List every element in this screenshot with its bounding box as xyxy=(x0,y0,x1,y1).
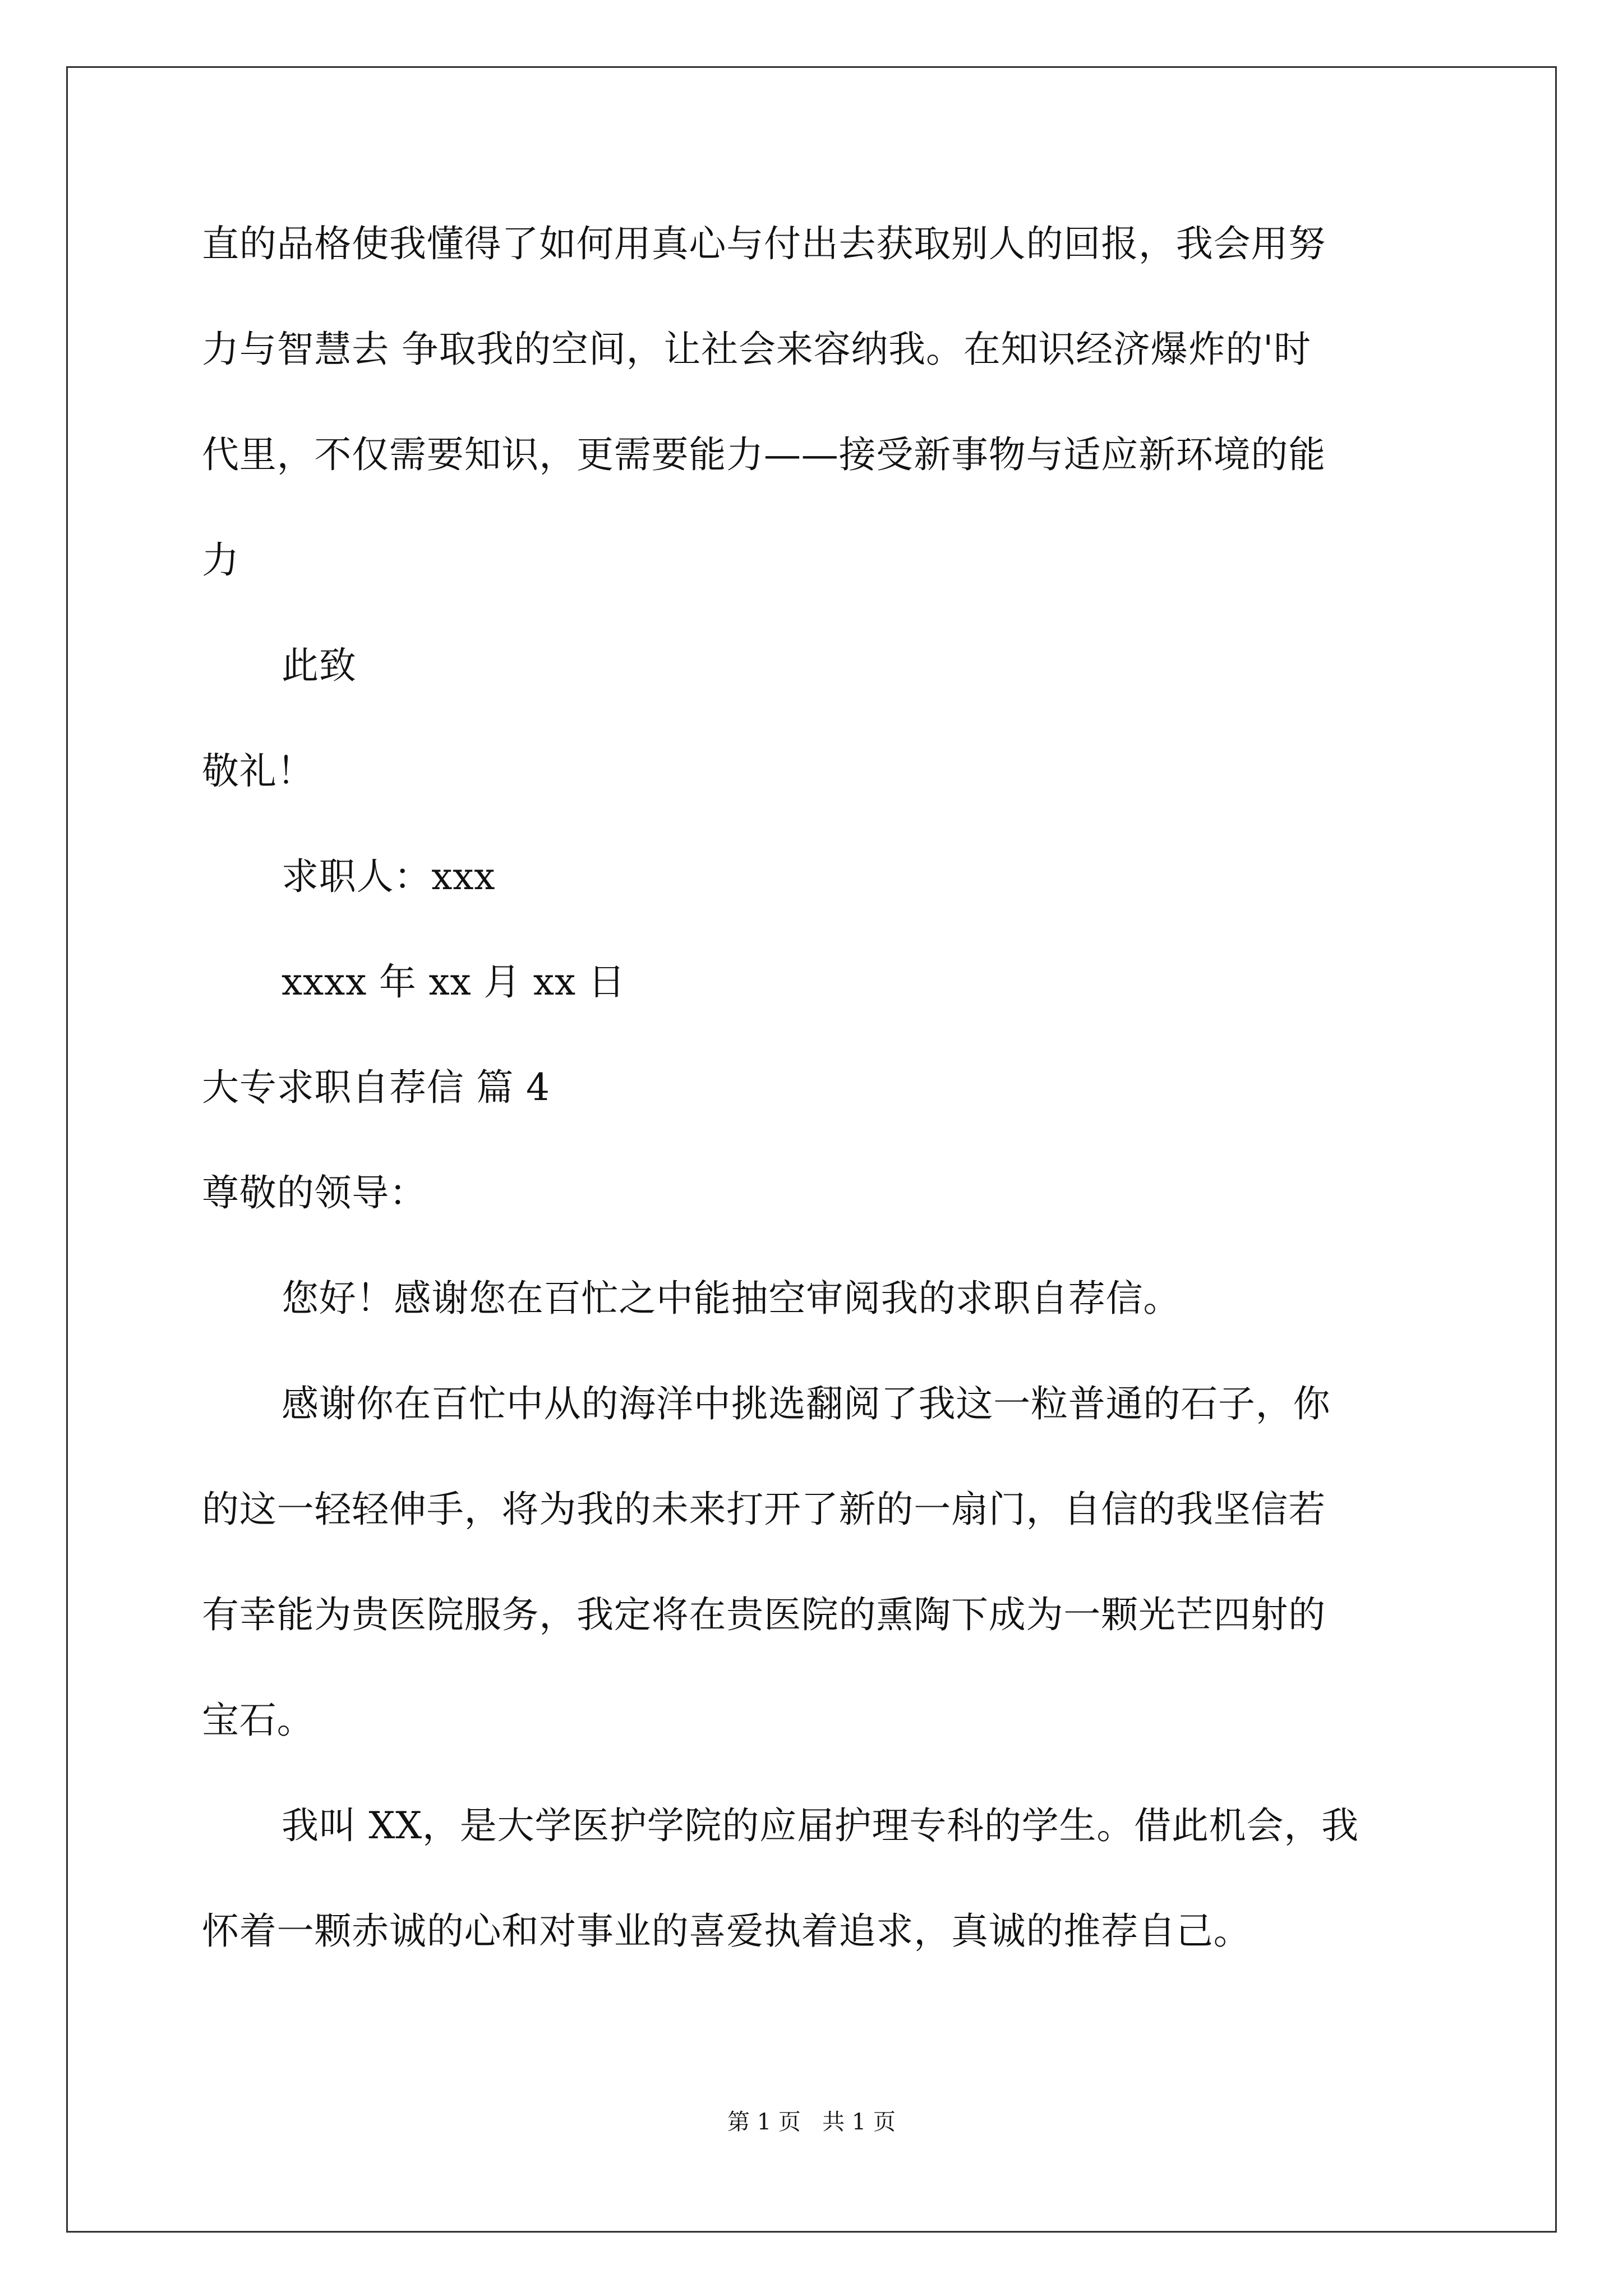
signature-name: 求职人：xxx xyxy=(282,855,496,898)
section-heading: 大专求职自荐信 篇 4 xyxy=(202,1066,550,1109)
page-number-footer: 第 1 页 共 1 页 xyxy=(727,2109,896,2135)
body-line: 有幸能为贵医院服务，我定将在贵医院的熏陶下成为一颗光芒四射的 xyxy=(202,1593,1326,1636)
body-line: 代里，不仅需要知识，更需要能力——接受新事物与适应新环境的能 xyxy=(202,433,1326,476)
body-line: 宝石。 xyxy=(202,1699,315,1742)
body-line: 我叫 XX，是大学医护学院的应届护理专科的学生。借此机会，我 xyxy=(282,1804,1359,1847)
letter-body xyxy=(202,213,1436,2006)
closing-salutation: 此致 xyxy=(282,644,357,687)
body-line: 的这一轻轻伸手，将为我的未来打开了新的一扇门，自信的我坚信若 xyxy=(202,1488,1326,1531)
body-line: 直的品格使我懂得了如何用真心与付出去获取别人的回报，我会用努 xyxy=(202,222,1326,265)
body-line: 力 xyxy=(202,539,239,582)
body-line: 感谢你在百忙中从的海洋中挑选翻阅了我这一粒普通的石子，你 xyxy=(282,1382,1331,1425)
body-line: 怀着一颗赤诚的心和对事业的喜爱执着追求，真诚的推荐自己。 xyxy=(202,1910,1251,1953)
body-line: 您好！感谢您在百忙之中能抽空审阅我的求职自荐信。 xyxy=(282,1277,1181,1320)
body-line: 力与智慧去 争取我的空间，让社会来容纳我。在知识经济爆炸的'时 xyxy=(202,328,1311,371)
signature-date: xxxx 年 xx 月 xx 日 xyxy=(282,960,626,1004)
greeting: 尊敬的领导： xyxy=(202,1171,427,1214)
closing-regards: 敬礼！ xyxy=(202,749,315,793)
